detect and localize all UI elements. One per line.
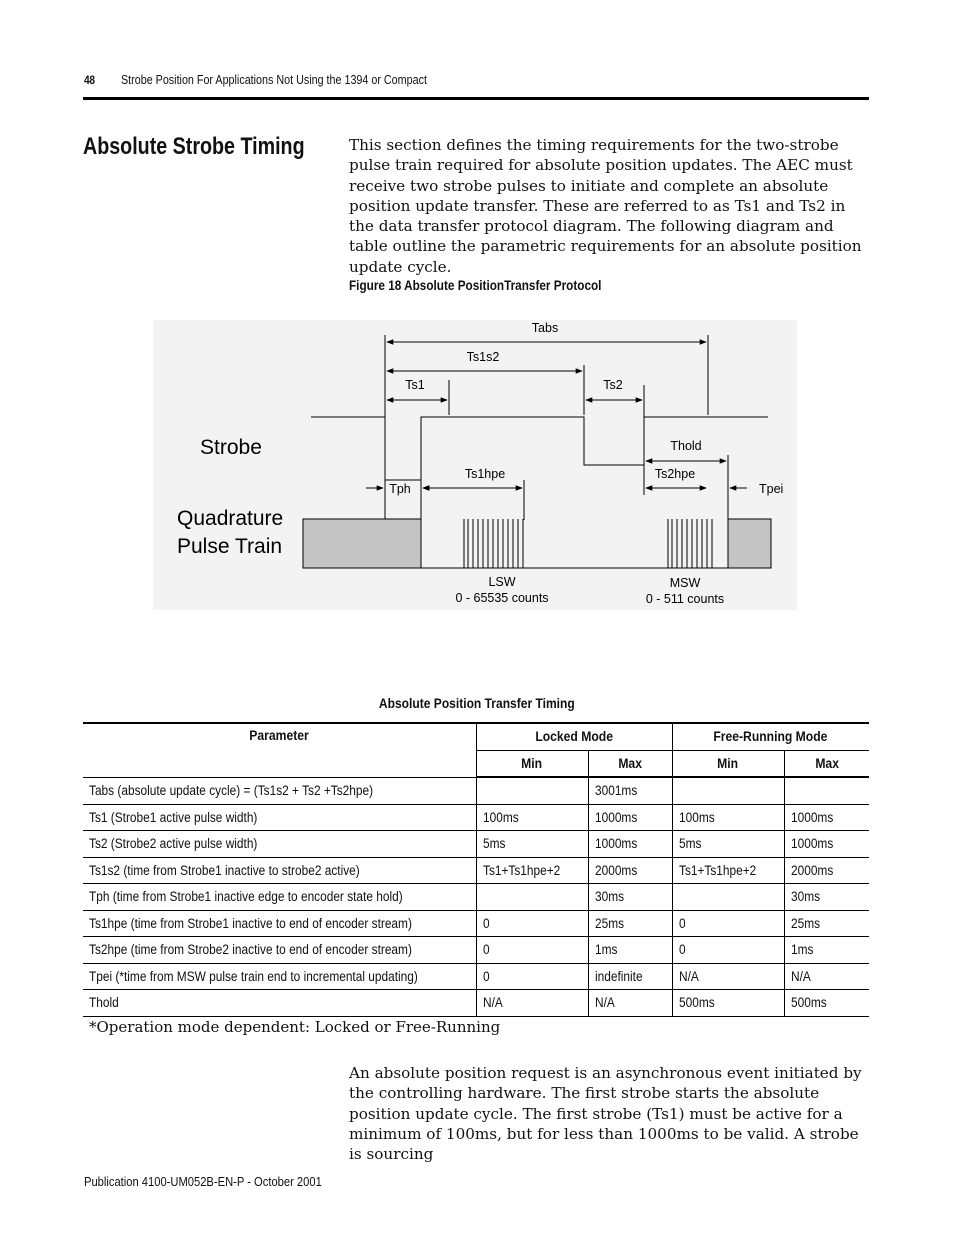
timing-table: [83, 722, 869, 1017]
cell-locked-min: [476, 884, 588, 911]
ts1-label: Ts1: [405, 378, 425, 392]
cell-locked-max: 1000ms: [588, 831, 672, 858]
header-locked-mode: Locked Mode: [476, 723, 672, 750]
cell-locked-min: [476, 777, 588, 804]
cell-param: Ts2 (Strobe2 active pulse width): [83, 831, 476, 858]
table-row: [83, 910, 869, 937]
table-row: [83, 857, 869, 884]
body-paragraph: An absolute position request is an asynchronous event initiated by the controlling hardware. The first strobe starts the absolute position update cycle. The first strobe (Ts1) must be active for a minimum of 100ms, but for less than 1000ms to be valid. A strobe is sourcing: [349, 1064, 862, 1164]
cell-locked-max: 1ms: [588, 937, 672, 964]
cell-param: Ts2hpe (time from Strobe2 inactive to end of encoder stream): [83, 937, 476, 964]
cell-free-min: [672, 777, 784, 804]
cell-free-max: [784, 777, 869, 804]
cell-free-min: 0: [672, 910, 784, 937]
msw-label: MSW: [669, 576, 701, 590]
table-row: [83, 831, 869, 858]
cell-free-max: 500ms: [784, 990, 869, 1017]
header-locked-min: Min: [476, 750, 588, 777]
cell-locked-min: 0: [476, 963, 588, 990]
msw-counts-label: 0 - 511 counts: [645, 592, 725, 606]
cell-locked-min: Ts1+Ts1hpe+2: [476, 857, 588, 884]
table-row: [83, 990, 869, 1017]
table-row: [83, 884, 869, 911]
cell-locked-max: 25ms: [588, 910, 672, 937]
running-header-title: Strobe Position For Applications Not Using the 1394 or Compact: [121, 73, 427, 87]
timing-diagram: [153, 320, 797, 610]
cell-free-max: 1000ms: [784, 831, 869, 858]
header-locked-max: Max: [588, 750, 672, 777]
cell-locked-min: 5ms: [476, 831, 588, 858]
header-free-min: Min: [672, 750, 784, 777]
ts1s2-label: Ts1s2: [466, 350, 500, 364]
cell-free-min: 100ms: [672, 804, 784, 831]
cell-free-max: 25ms: [784, 910, 869, 937]
cell-free-min: [672, 884, 784, 911]
table-caption-text: Absolute Position Transfer Timing: [379, 695, 575, 711]
intro-paragraph: This section defines the timing requirements for the two-strobe pulse train required for absolute position updates. The AEC must receive two strobe pulses to initiate and complete an absolute position update transfer. These are referred to as Ts1 and Ts2 in the data transfer protocol diagram. The following diagram and table outline the parametric requirements for an absolute position update cycle.: [349, 136, 862, 276]
thold-label: Thold: [670, 439, 702, 453]
cell-locked-min: 0: [476, 910, 588, 937]
cell-param: Tpei (*time from MSW pulse train end to incremental updating): [83, 963, 476, 990]
quadrature-block-right: [728, 519, 771, 568]
reference-lines: [385, 335, 728, 520]
quadrature-pulse-train: [303, 519, 771, 568]
cell-free-max: 2000ms: [784, 857, 869, 884]
tpei-label: Tpei: [759, 482, 784, 496]
ts1hpe-label: Ts1hpe: [464, 467, 506, 481]
publication-footer: Publication 4100-UM052B-EN-P - October 2001: [84, 1174, 322, 1189]
table-row: [83, 937, 869, 964]
cell-free-min: 5ms: [672, 831, 784, 858]
header-free-max: Max: [784, 750, 869, 777]
cell-locked-max: 1000ms: [588, 804, 672, 831]
cell-free-min: 0: [672, 937, 784, 964]
cell-free-max: 1ms: [784, 937, 869, 964]
cell-locked-min: 0: [476, 937, 588, 964]
table-row: [83, 963, 869, 990]
cell-free-max: 1000ms: [784, 804, 869, 831]
header-parameter: Parameter: [83, 723, 476, 777]
cell-locked-max: 2000ms: [588, 857, 672, 884]
cell-locked-max: N/A: [588, 990, 672, 1017]
lsw-pulse-burst: [468, 519, 523, 568]
table-body: [83, 777, 869, 1016]
cell-locked-min: 100ms: [476, 804, 588, 831]
header-rule: [83, 97, 869, 100]
cell-param: Ts1s2 (time from Strobe1 inactive to strobe2 active): [83, 857, 476, 884]
ts2hpe-label: Ts2hpe: [654, 467, 696, 481]
quadrature-label-line1: Quadrature: [177, 507, 284, 530]
lsw-label: LSW: [488, 575, 516, 589]
cell-locked-max: 3001ms: [588, 777, 672, 804]
lsw-counts-label: 0 - 65535 counts: [455, 591, 549, 605]
cell-param: Thold: [83, 990, 476, 1017]
page-number: 48: [84, 73, 95, 87]
quadrature-label-line2: Pulse Train: [177, 535, 283, 558]
cell-param: Tabs (absolute update cycle) = (Ts1s2 + Ts2 +Ts2hpe): [83, 777, 476, 804]
cell-param: Ts1 (Strobe1 active pulse width): [83, 804, 476, 831]
msw-pulse-burst: [672, 519, 712, 568]
tph-label: Tph: [389, 482, 411, 496]
cell-free-min: N/A: [672, 963, 784, 990]
cell-free-max: 30ms: [784, 884, 869, 911]
cell-locked-max: 30ms: [588, 884, 672, 911]
strobe-label: Strobe: [200, 436, 262, 459]
cell-free-min: Ts1+Ts1hpe+2: [672, 857, 784, 884]
cell-free-min: 500ms: [672, 990, 784, 1017]
cell-locked-max: indefinite: [588, 963, 672, 990]
table-caption: [0, 695, 954, 711]
cell-param: Tph (time from Strobe1 inactive edge to encoder state hold): [83, 884, 476, 911]
quadrature-block-left: [303, 519, 421, 568]
header-free-running-mode: Free-Running Mode: [672, 723, 869, 750]
cell-free-max: N/A: [784, 963, 869, 990]
table-row: [83, 777, 869, 804]
ts2-label: Ts2: [603, 378, 623, 392]
cell-param: Ts1hpe (time from Strobe1 inactive to end of encoder stream): [83, 910, 476, 937]
figure-caption: Figure 18 Absolute PositionTransfer Protocol: [349, 277, 602, 293]
section-title: Absolute Strobe Timing: [83, 133, 305, 160]
table-footnote: *Operation mode dependent: Locked or Free-Running: [89, 1018, 501, 1036]
cell-locked-min: N/A: [476, 990, 588, 1017]
table-row: [83, 804, 869, 831]
tabs-label: Tabs: [531, 321, 559, 335]
